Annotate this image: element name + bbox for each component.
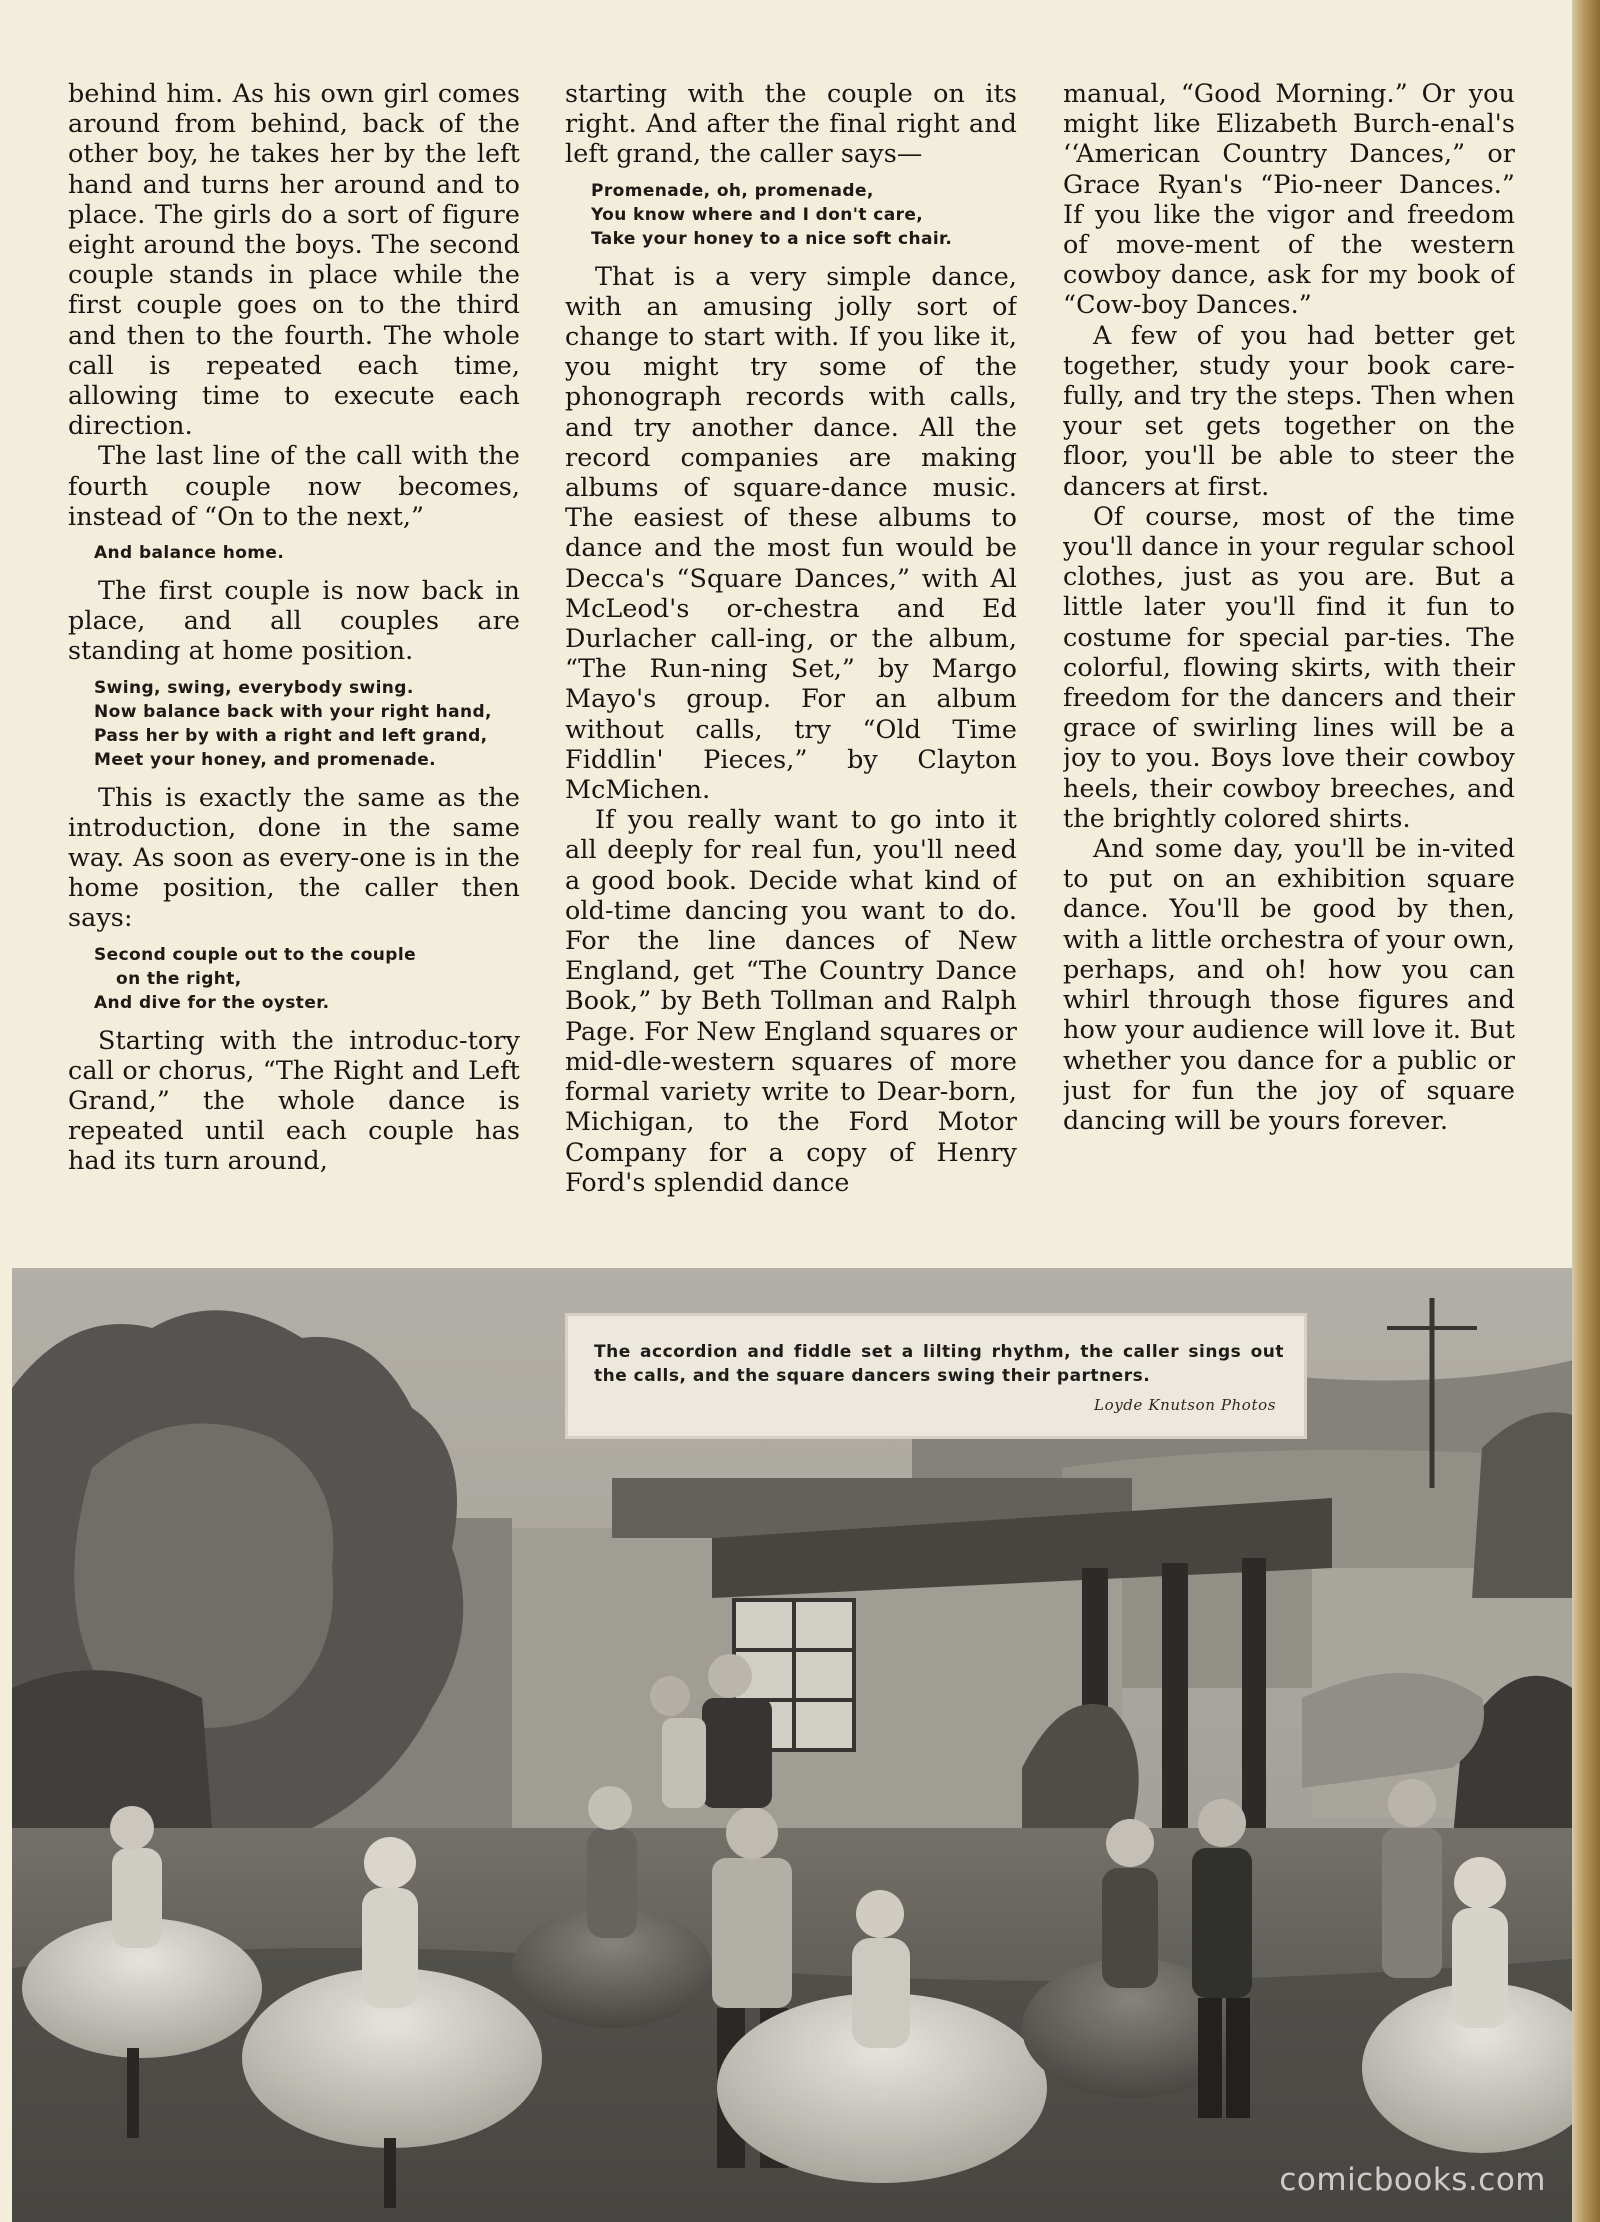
paragraph: That is a very simple dance, with an amusing jolly sort of change to start with. If you like it, you might try some of the phonograph records with calls, and try another dance. All the record companies are making albums of square-dance music. The easiest of these albums to dance and the most fun would be Decca's “Square Dances,” with Al McLeod's or-chestra and Ed Durlacher call-ing, or the album, “The Run-ning Set,” by Margo Mayo's group. For an album without calls, try “Old Time Fiddlin' Pieces,” by Clayton McMichen. [565, 260, 1017, 805]
call-line: And balance home. [94, 543, 285, 564]
paragraph: If you really want to go into it all deeply for real fun, you'll need a good book. Decide what kind of old-time dancing you want to do. For the line dances of New England, get “The Country Dance Book,” by Beth Tollman and Ralph Page. For New England squares or mid-dle-western squares of more formal variety write to Dear-born, Michigan, to the Ford Motor Company for a copy of Henry Ford's splendid dance [565, 804, 1017, 1197]
call-line: Second couple out to the couple [94, 944, 417, 965]
paragraph: behind him. As his own girl comes around from behind, back of the other boy, he takes her by the left hand and turns her around and to place. The girls do a sort of figure eight around the boys. The second couple stands in place while the first couple goes on to the third and then to the fourth. The whole call is repeated each time, allowing time to execute each direction. [68, 78, 520, 441]
photo-credit: Loyde Knutson Photos [1094, 1396, 1276, 1414]
paragraph: manual, “Good Morning.” Or you might like Elizabeth Burch-enal's ‘‘American Country Dances,” or Grace Ryan's “Pio-neer Dances.” If you like the vigor and freedom of move-ment of the western cowboy dance, ask for my book of “Cow-boy Dances.” [1063, 78, 1515, 320]
call-line: on the right, [116, 968, 242, 989]
paragraph: Starting with the introduc-tory call or chorus, “The Right and Left Grand,” the whole dance is repeated until each couple has had its turn around, [68, 1024, 520, 1176]
photo-caption: The accordion and fiddle set a lilting rhythm, the caller sings out the calls, and the square dancers swing their partners. [594, 1342, 1284, 1386]
dance-call [94, 541, 520, 565]
page-edge [1572, 0, 1600, 2222]
paragraph: The first couple is now back in place, and all couples are standing at home position. [68, 575, 520, 666]
article-column-1 [68, 78, 520, 1238]
call-line: Promenade, oh, promenade, [591, 180, 874, 201]
dance-call [94, 943, 520, 1015]
call-line: And dive for the oyster. [94, 992, 330, 1013]
watermark: comicbooks.com [1279, 2162, 1546, 2198]
paragraph: A few of you had better get together, study your book care-fully, and try the steps. Then when your set gets together on the floor, you'll be able to steer the dancers at first. [1063, 319, 1515, 501]
call-line: Meet your honey, and promenade. [94, 749, 437, 770]
call-line: Swing, swing, everybody swing. [94, 677, 414, 698]
dance-call [591, 179, 1017, 251]
paragraph: And some day, you'll be in-vited to put on an exhibition square dance. You'll be good by then, with a little orchestra of your own, perhaps, and oh! how you can whirl through those figures and how your audience will love it. But whether you dance for a public or just for fun the joy of square dancing will be yours forever. [1063, 833, 1515, 1135]
dance-call [94, 676, 520, 772]
paragraph: starting with the couple on its right. And after the final right and left grand, the caller says— [565, 78, 1017, 169]
photo-caption-box [568, 1316, 1304, 1436]
article-body [68, 78, 1518, 1238]
call-line: Pass her by with a right and left grand, [94, 725, 488, 746]
article-column-2 [565, 78, 1017, 1238]
article-column-3 [1063, 78, 1515, 1238]
paragraph: The last line of the call with the fourth couple now becomes, instead of “On to the next,” [68, 440, 520, 531]
call-line: Now balance back with your right hand, [94, 701, 492, 722]
paragraph: Of course, most of the time you'll dance in your regular school clothes, just as you are. But a little later you'll find it fun to costume for special par-ties. The colorful, flowing skirts, with their freedom for the dancers and their grace of swirling lines will be a joy to you. Boys love their cowboy heels, their cowboy breeches, and the brightly colored shirts. [1063, 500, 1515, 833]
call-line: You know where and I don't care, [591, 204, 924, 225]
paragraph: This is exactly the same as the introduction, done in the same way. As soon as every-one is in the home position, the caller then says: [68, 781, 520, 933]
call-line: Take your honey to a nice soft chair. [591, 228, 953, 249]
